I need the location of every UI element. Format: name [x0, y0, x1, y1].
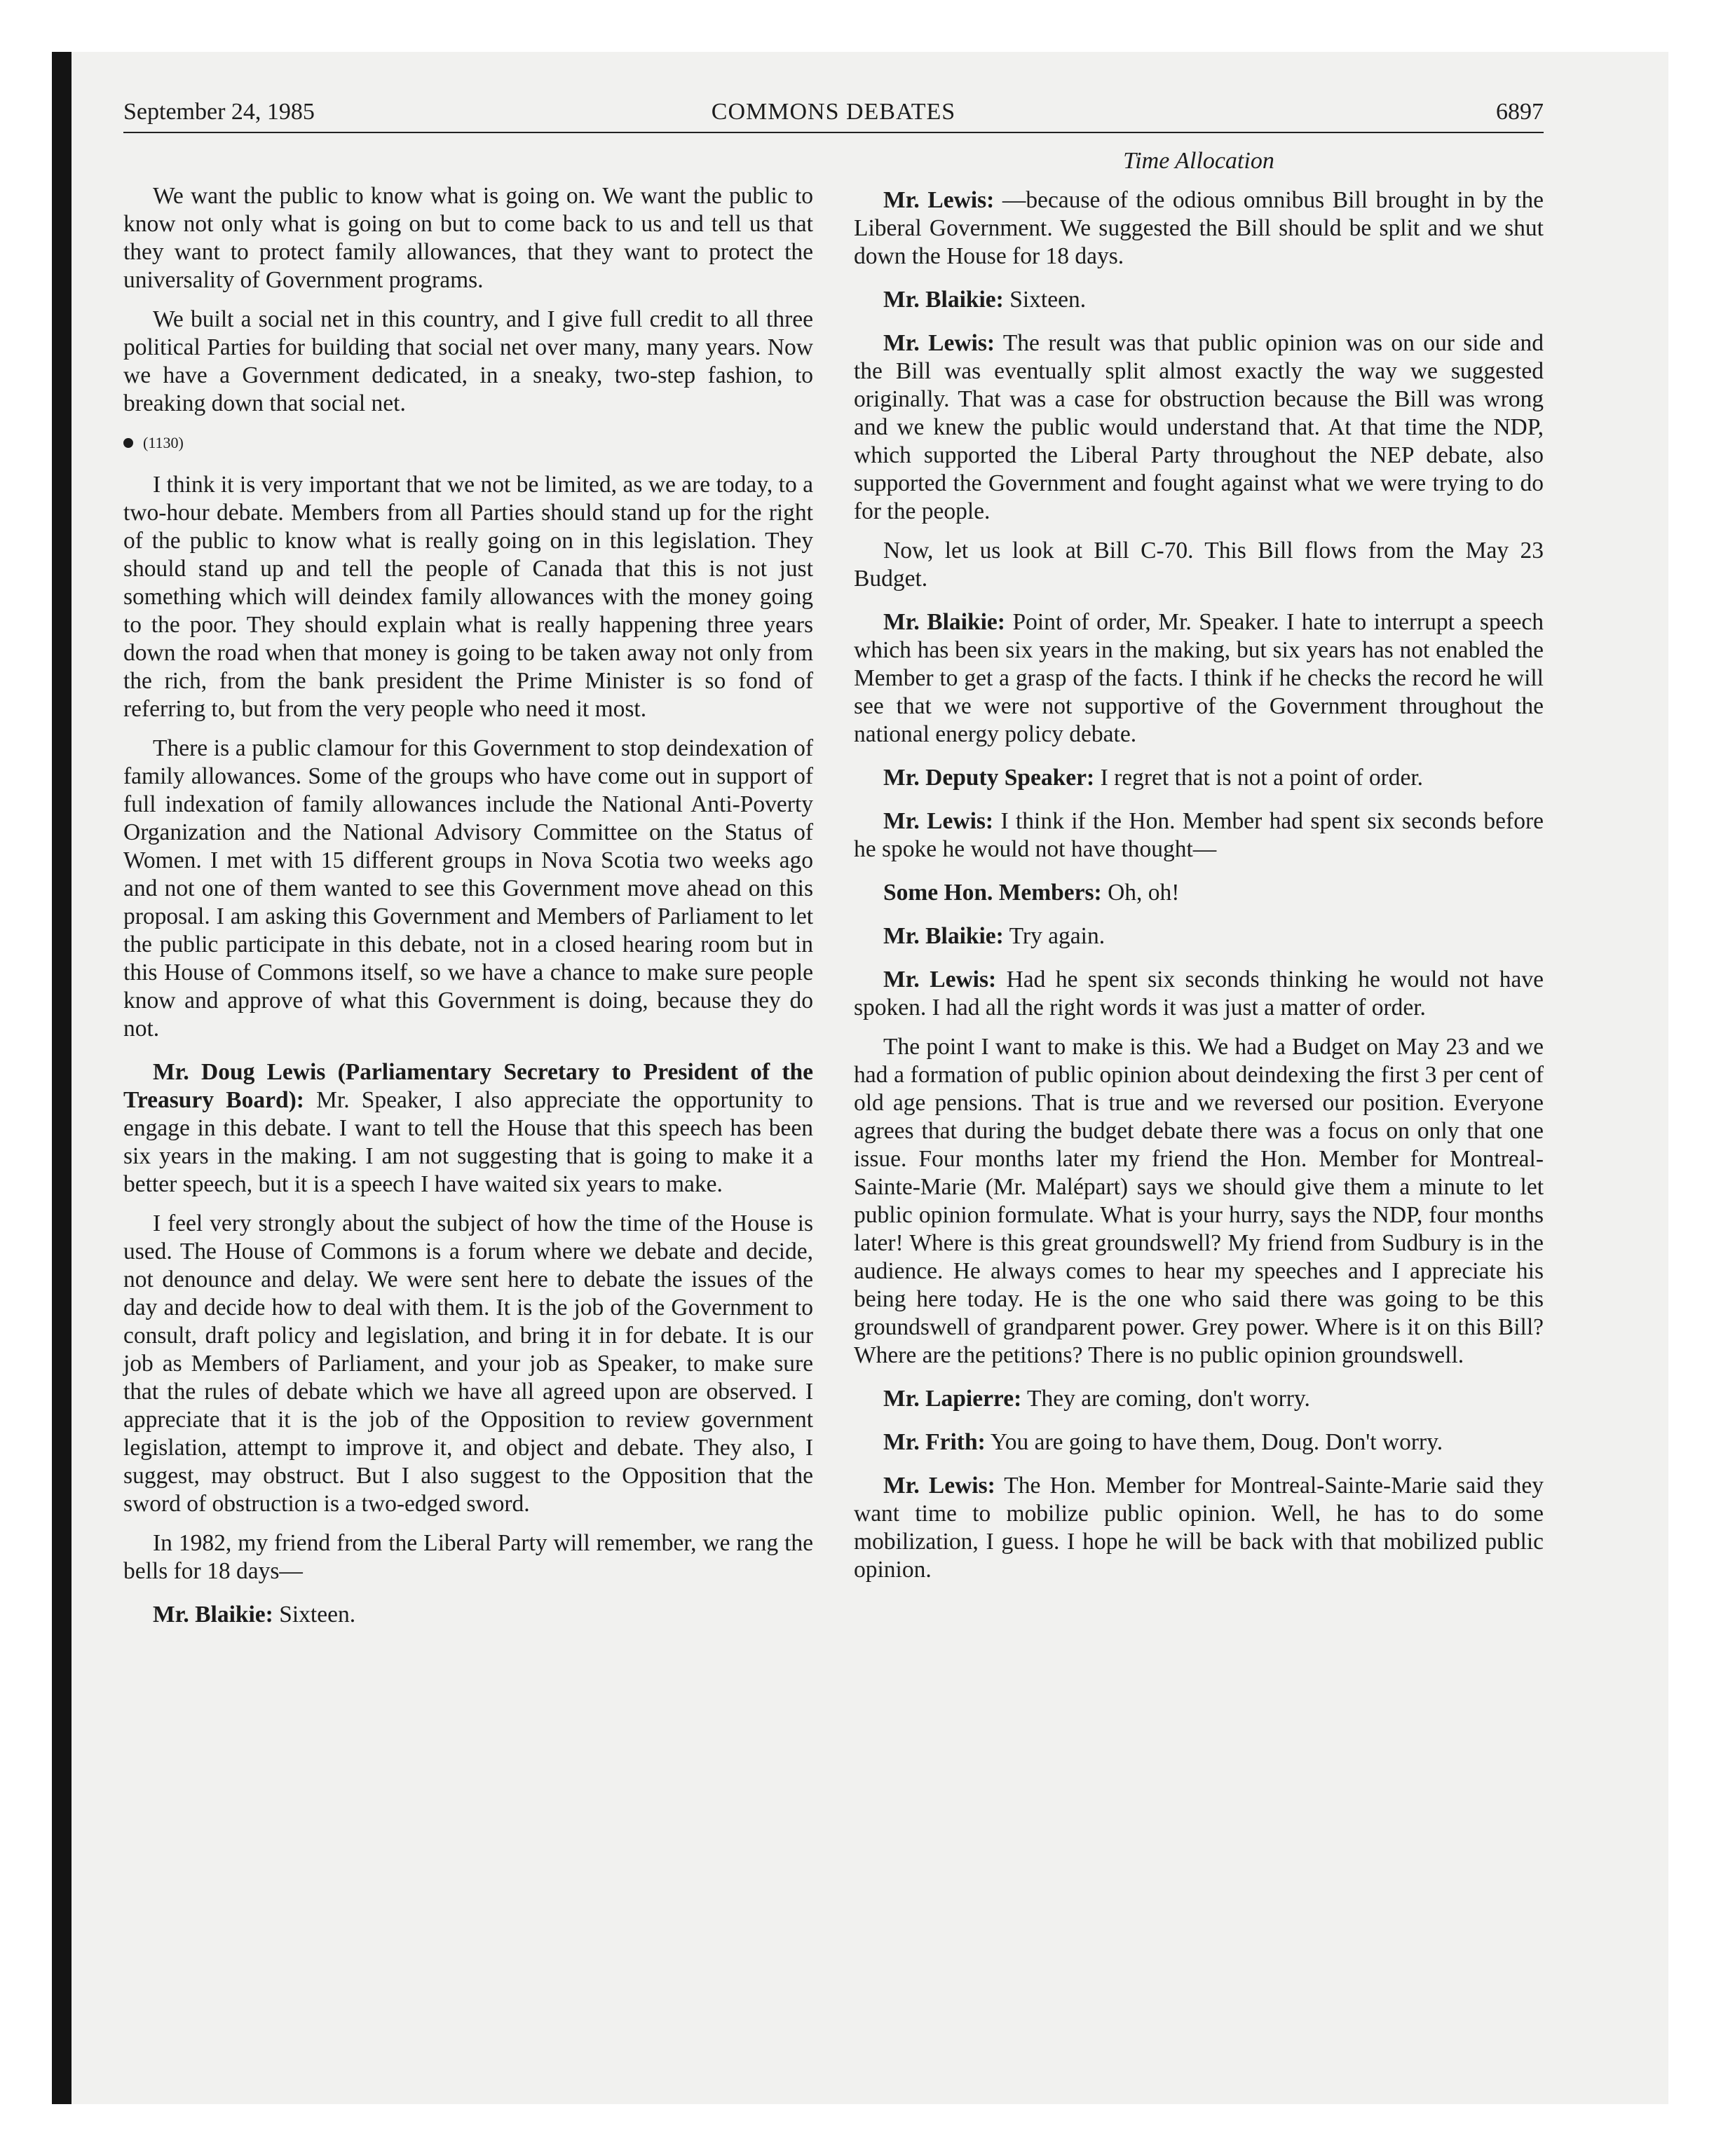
speaker-name: Mr. Lewis: [883, 187, 995, 213]
speech-text: —because of the odious omnibus Bill brought in by the Liberal Government. We suggested the Bill should be split and we shut down the House for 18 days. [854, 187, 1544, 269]
speech-text: Try again. [1003, 923, 1105, 949]
paragraph: We want the public to know what is going on. We want the public to know not only what is going on but to come back to us and tell us that they want to protect family allowances, that they want to protect the universality of Government programs. [123, 183, 813, 293]
speech-text: I think if the Hon. Member had spent six seconds before he spoke he would not have thought— [854, 808, 1544, 862]
header-date: September 24, 1985 [123, 99, 315, 125]
left-column [123, 182, 813, 1640]
speech-text: Point of order, Mr. Speaker. I hate to interrupt a speech which has been six years in the making, but six years has not enabled the Member to get a grasp of the facts. I think if he checks the record he will see that we were not supportive of the Government throughout the national energy policy debate. [854, 609, 1544, 747]
paragraph: There is a public clamour for this Government to stop deindexation of family allowances. Some of the groups who have come out in support of full indexation of family allowances include the National Anti-Poverty Organization and the National Advisory Committee on the Status of Women. I met with 15 different groups in Nova Scotia two weeks ago and not one of them wanted to see this Government move ahead on this proposal. I am asking this Government and Members of Parliament to let the public participate in this debate, not in a closed hearing room but in this House of Commons itself, so we have a chance to make sure people know and approve of what this Government is doing, because they do not. [123, 735, 813, 1042]
speech-text: Sixteen. [273, 1602, 356, 1628]
speaker-name: Mr. Doug Lewis (Parliamentary Secretary to President of the Treasury Board): [123, 1059, 813, 1113]
speaker-name: Mr. Deputy Speaker: [883, 765, 1095, 791]
paragraph: We built a social net in this country, and I give full credit to all three political Parties for building that social net over many, many years. Now we have a Government dedicated, in a sneaky, two-step fashion, to breaking down that social net. [123, 306, 813, 416]
speaker-name: Mr. Lewis: [883, 808, 994, 834]
header-title: COMMONS DEBATES [711, 99, 956, 125]
section-title: Time Allocation [1123, 148, 1274, 174]
right-column [854, 147, 1544, 1595]
speech-paragraph [854, 807, 1544, 864]
paragraph: I think it is very important that we not be limited, as we are today, to a two-hour debate. Members from all Parties should stand up for the right of the public to know what is really going on in this legislation. They should stand up and tell the people of Canada that this is not just something which will deindex family allowances with the money going to the poor. They should explain what is really happening three years down the road when that money is going to be taken away not only from the rich, from the bank president the Prime Minister is so fond of referring to, but from the very people who need it most. [123, 472, 813, 722]
speaker-name: Mr. Frith: [883, 1429, 986, 1455]
speaker-name: Mr. Blaikie: [883, 609, 1005, 635]
speech-paragraph [854, 879, 1544, 907]
speech-text: I regret that is not a point of order. [1094, 765, 1424, 791]
speech-paragraph [854, 1472, 1544, 1584]
bullet-icon [123, 438, 133, 448]
paragraph: Now, let us look at Bill C-70. This Bill flows from the May 23 Budget. [854, 538, 1544, 592]
speech-paragraph [854, 1428, 1544, 1456]
speaker-name: Mr. Lapierre: [883, 1386, 1022, 1412]
speech-text: Oh, oh! [1101, 880, 1180, 906]
speech-text: Sixteen. [1003, 287, 1087, 313]
speech-paragraph [854, 186, 1544, 271]
speech-text: They are coming, don't worry. [1021, 1386, 1310, 1412]
speech-text: The Hon. Member for Montreal-Sainte-Marie said they want time to mobilize public opinion. Well, he has to do some mobilization, I guess. I hope he will be back with that mobilized public opinion. [854, 1473, 1544, 1583]
speaker-name: Mr. Lewis: [883, 330, 995, 356]
speaker-name: Mr. Lewis: [883, 967, 997, 992]
speech-paragraph [854, 608, 1544, 749]
paragraph: In 1982, my friend from the Liberal Party will remember, we rang the bells for 18 days— [123, 1530, 813, 1584]
speech-paragraph [854, 1385, 1544, 1413]
speech-paragraph [123, 1601, 813, 1629]
speaker-name: Mr. Blaikie: [883, 287, 1004, 313]
speaker-name: Mr. Lewis: [883, 1473, 995, 1499]
paragraph: The point I want to make is this. We had a Budget on May 23 and we had a formation of public opinion about deindexing the first 3 per cent of old age pensions. That is true and we reversed our position. Everyone agrees that during the budget debate there was a focus on only that one issue. Four months later my friend the Hon. Member for Montreal-Sainte-Marie (Mr. Malépart) says we should give them a minute to let public opinion formulate. What is your hurry, says the NDP, four months later! Where is this great groundswell? My friend from Sudbury is in the audience. He always comes to hear my speeches and I appreciate his being here today. He is the one who said there was going to be this groundswell of grandparent power. Grey power. Where is it on this Bill? Where are the petitions? There is no public opinion groundswell. [854, 1034, 1544, 1368]
header-page-number: 6897 [1496, 99, 1544, 125]
time-marker [123, 429, 813, 457]
speaker-name: Mr. Blaikie: [883, 923, 1004, 949]
speech-paragraph [854, 286, 1544, 314]
speaker-name: Mr. Blaikie: [153, 1602, 273, 1628]
speech-paragraph [854, 329, 1544, 526]
paragraph: I feel very strongly about the subject of how the time of the House is used. The House of Commons is a forum where we debate and decide, not denounce and delay. We were sent here to debate the issues of the day and decide how to deal with them. It is the job of the Government to consult, draft policy and legislation, and bring it in for debate. It is our job as Members of Parliament, and your job as Speaker, to make sure that the rules of debate which we have all agreed upon are observed. I appreciate that it is the job of the Opposition to review government legislation, attempt to improve it, and object and debate. They also, I suggest, may obstruct. But I also suggest to the Opposition that the sword of obstruction is a two-edged sword. [123, 1210, 813, 1517]
speech-text: Had he spent six seconds thinking he would not have spoken. I had all the right words it was just a matter of order. [854, 967, 1544, 1021]
speech-text: The result was that public opinion was on our side and the Bill was eventually split almost exactly the way we suggested originally. That was a case for obstruction because the Bill was wrong and we knew the public would understand that. At that time the NDP, which supported the Liberal Party throughout the NEP debate, also supported the Government and fought against what we were trying to do for the people. [854, 330, 1544, 524]
speech-paragraph [854, 966, 1544, 1022]
speech-text: Mr. Speaker, I also appreciate the opportunity to engage in this debate. I want to tell the House that this speech has been six years in the making. I am not suggesting that is going to make it a better speech, but it is a speech I have waited six years to make. [123, 1087, 813, 1197]
speech-text: You are going to have them, Doug. Don't worry. [985, 1429, 1443, 1455]
page-header [123, 93, 1544, 133]
binding-edge [52, 52, 72, 2104]
time-marker-label: (1130) [143, 434, 184, 451]
speaker-name: Some Hon. Members: [883, 880, 1102, 906]
speech-paragraph [854, 922, 1544, 950]
speech-paragraph [123, 1058, 813, 1199]
speech-paragraph [854, 764, 1544, 792]
